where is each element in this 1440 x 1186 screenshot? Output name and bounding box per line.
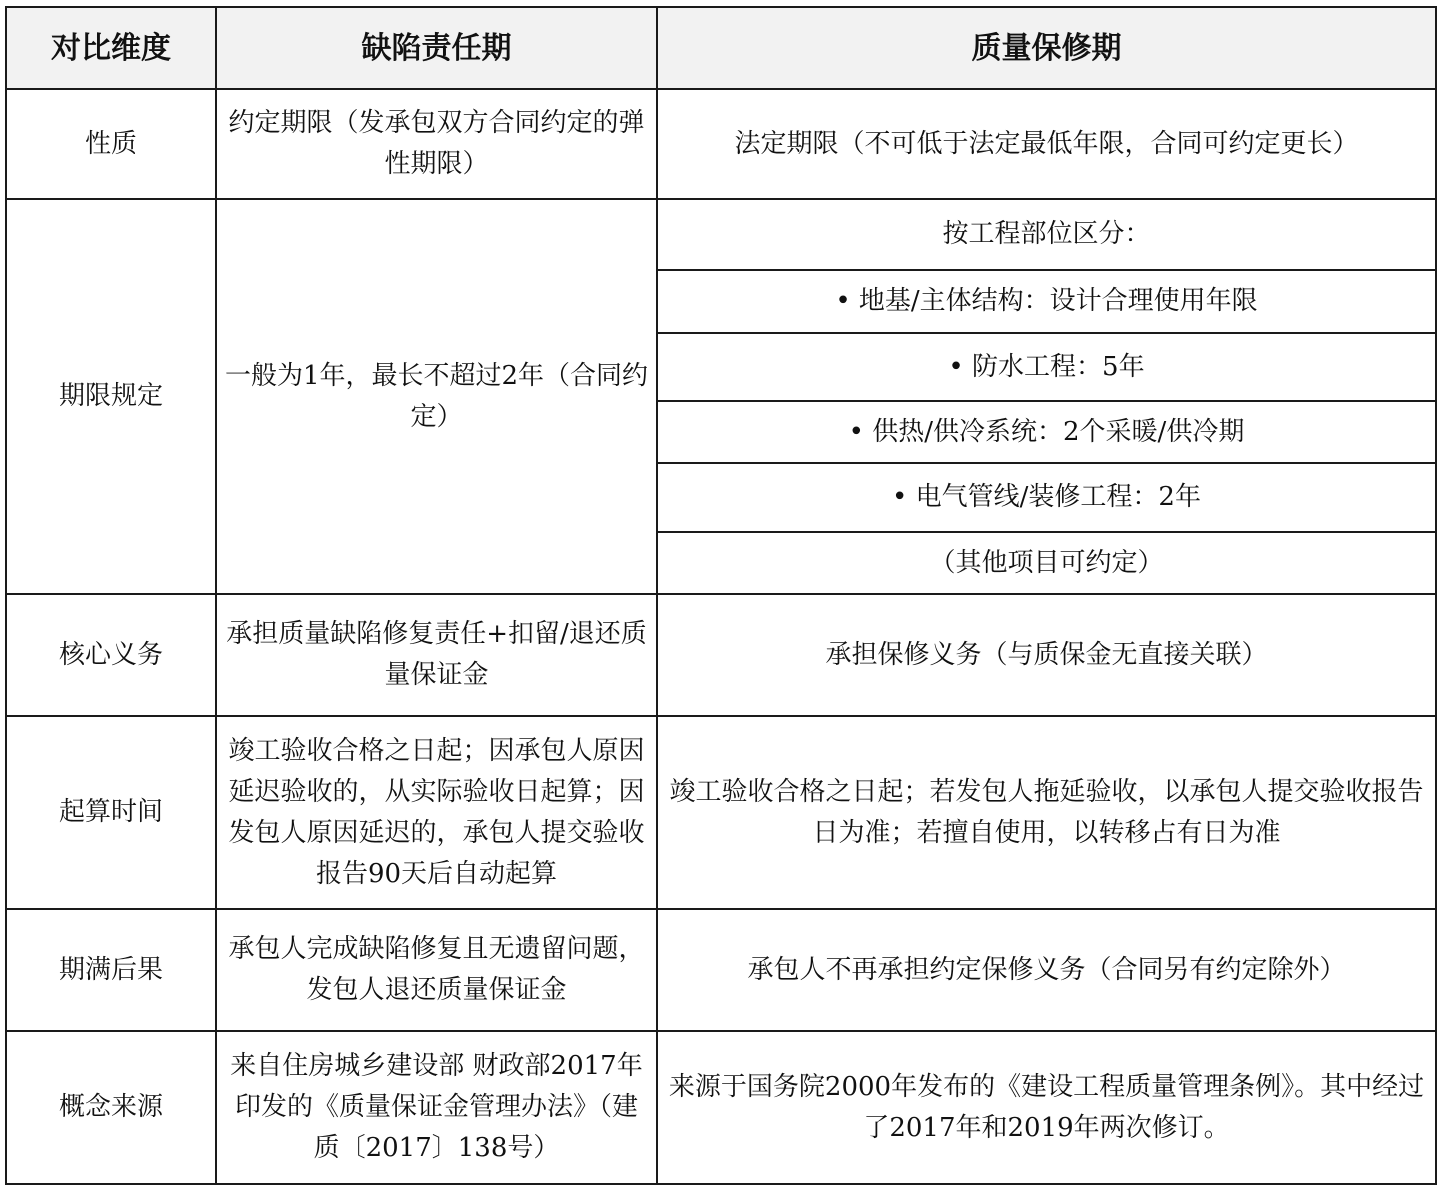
cell-defect-source: 来自住房城乡建设部 财政部2017年印发的《质量保证金管理办法》（建质〔2017〕138号） bbox=[216, 1031, 657, 1184]
cell-warranty-source: 来源于国务院2000年发布的《建设工程质量管理条例》。其中经过了2017年和2019年两次修订。 bbox=[657, 1031, 1436, 1184]
cell-warranty-term bbox=[657, 199, 1436, 594]
row-label-start: 起算时间 bbox=[6, 716, 216, 909]
warranty-term-list bbox=[658, 200, 1435, 593]
cell-defect-nature: 约定期限（发承包双方合同约定的弹性期限） bbox=[216, 89, 657, 199]
list-item: （其他项目可约定） bbox=[929, 547, 1164, 578]
cell-defect-term: 一般为1年，最长不超过2年（合同约定） bbox=[216, 199, 657, 594]
table-row bbox=[6, 89, 1436, 199]
header-warranty-period: 质量保修期 bbox=[657, 7, 1436, 89]
cell-warranty-start: 竣工验收合格之日起；若发包人拖延验收，以承包人提交验收报告日为准；若擅自使用，以转移占有日为准 bbox=[657, 716, 1436, 909]
list-item: • 供热/供冷系统：2个采暖/供冷期 bbox=[658, 401, 1435, 463]
cell-warranty-nature: 法定期限（不可低于法定最低年限，合同可约定更长） bbox=[657, 89, 1436, 199]
cell-defect-duty: 承担质量缺陷修复责任+扣留/退还质量保证金 bbox=[216, 594, 657, 716]
row-label-expire: 期满后果 bbox=[6, 909, 216, 1031]
list-item: 按工程部位区分： bbox=[658, 200, 1435, 270]
header-row bbox=[6, 7, 1436, 89]
cell-warranty-duty: 承担保修义务（与质保金无直接关联） bbox=[657, 594, 1436, 716]
row-label-nature: 性质 bbox=[6, 89, 216, 199]
row-label-source: 概念来源 bbox=[6, 1031, 216, 1184]
row-label-term: 期限规定 bbox=[6, 199, 216, 594]
row-label-duty: 核心义务 bbox=[6, 594, 216, 716]
table-row bbox=[6, 594, 1436, 716]
table-row bbox=[6, 716, 1436, 909]
table-row bbox=[6, 1031, 1436, 1184]
cell-defect-expire: 承包人完成缺陷修复且无遗留问题，发包人退还质量保证金 bbox=[216, 909, 657, 1031]
cell-defect-start: 竣工验收合格之日起；因承包人原因延迟验收的，从实际验收日起算；因发包人原因延迟的，承包人提交验收报告90天后自动起算 bbox=[216, 716, 657, 909]
cell-warranty-expire: 承包人不再承担约定保修义务（合同另有约定除外） bbox=[657, 909, 1436, 1031]
table-row bbox=[6, 909, 1436, 1031]
list-item: • 防水工程：5年 bbox=[658, 333, 1435, 401]
table-row bbox=[6, 199, 1436, 594]
list-item: • 地基/主体结构：设计合理使用年限 bbox=[658, 270, 1435, 333]
header-dimension: 对比维度 bbox=[6, 7, 216, 89]
list-item: • 电气管线/装修工程：2年 bbox=[658, 463, 1435, 532]
header-defect-period: 缺陷责任期 bbox=[216, 7, 657, 89]
comparison-table bbox=[5, 6, 1437, 1185]
